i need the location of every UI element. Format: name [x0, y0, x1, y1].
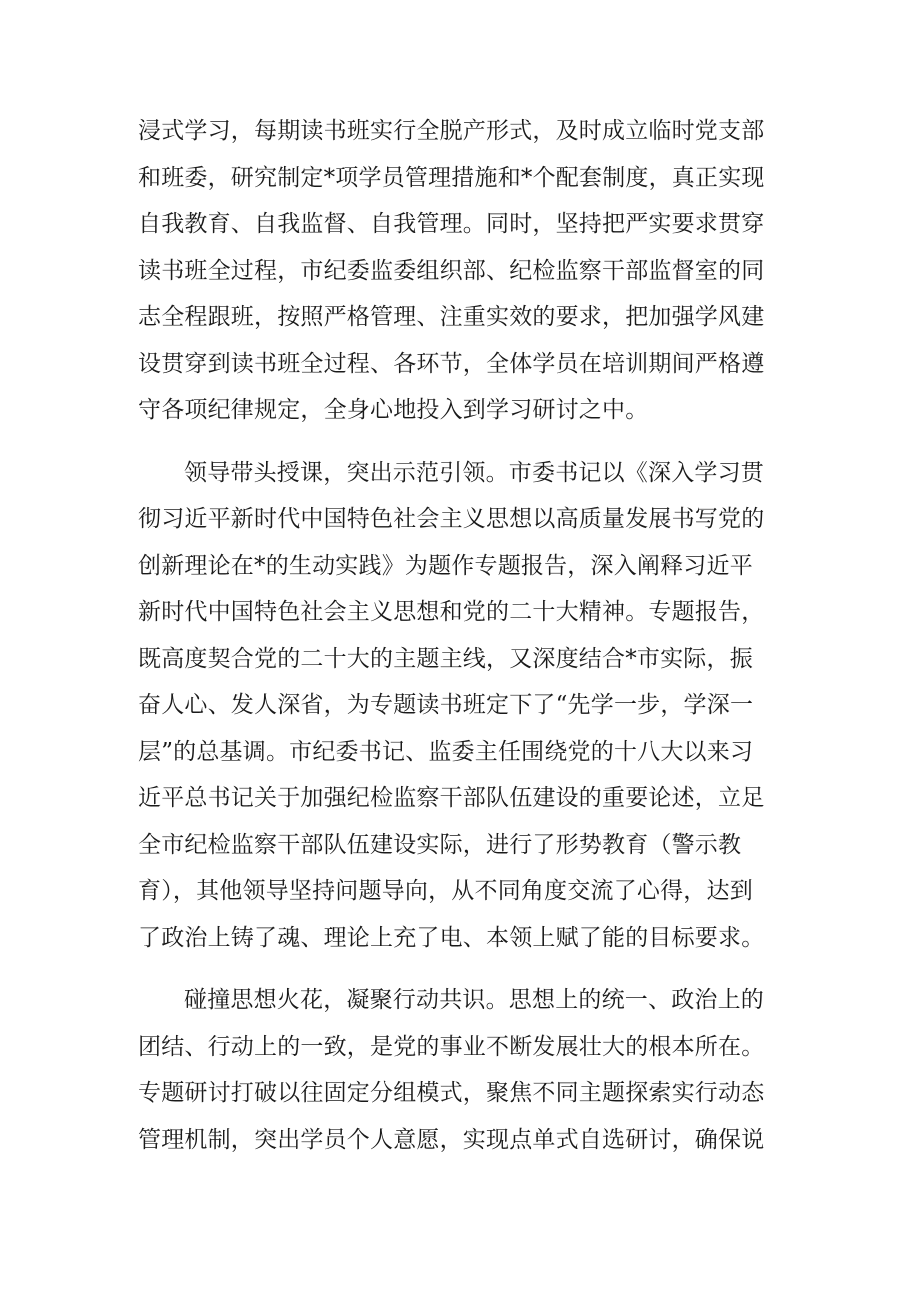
text-line: 彻习近平新时代中国特色社会主义思想以高质量发展书写党的 — [138, 506, 765, 532]
text-line: 新时代中国特色社会主义思想和党的二十大精神。专题报告， — [138, 599, 765, 625]
text-line: 领导带头授课，突出示范引领。市委书记以《深入学习贯 — [184, 459, 764, 486]
text-line: 碰撞思想火花，凝聚行动共识。思想上的统一、政治上的 — [184, 987, 764, 1013]
text-line: 层”的总基调。市纪委书记、监委主任围绕党的十八大以来习 — [138, 738, 754, 765]
document-body — [138, 108, 768, 1163]
text-line: 志全程跟班，按照严格管理、注重实效的要求，把加强学风建 — [138, 304, 765, 330]
text-line: 管理机制，突出学员个人意愿，实现点单式自选研讨，确保说 — [138, 1126, 765, 1153]
text-line: 和班委，研究制定*项学员管理措施和*个配套制度，真正实现 — [138, 164, 765, 191]
text-line: 近平总书记关于加强纪检监察干部队伍建设的重要论述，立足 — [138, 785, 765, 811]
paragraph-continued — [138, 108, 768, 434]
text-line: 全市纪检监察干部队伍建设实际，进行了形势教育（警示教 — [138, 831, 742, 858]
text-line: 专题研讨打破以往固定分组模式，聚焦不同主题探索实行动态 — [138, 1080, 765, 1106]
text-line: 自我教育、自我监督、自我管理。同时，坚持把严实要求贯穿 — [138, 211, 765, 237]
text-line: 育），其他领导坚持问题导向，从不同角度交流了心得，达到 — [138, 878, 753, 904]
text-line: 浸式学习，每期读书班实行全脱产形式，及时成立临时党支部 — [138, 118, 765, 144]
paragraph-consensus — [138, 977, 768, 1163]
text-line: 读书班全过程，市纪委监委组织部、纪检监察干部监督室的同 — [138, 257, 765, 284]
text-line: 守各项纪律规定，全身心地投入到学习研讨之中。 — [138, 397, 649, 423]
text-line: 设贯穿到读书班全过程、各环节，全体学员在培训期间严格遵 — [138, 350, 765, 377]
text-line: 奋人心、发人深省，为专题读书班定下了“先学一步，学深一 — [138, 692, 754, 718]
paragraph-leadership-lectures — [138, 450, 768, 962]
text-line: 了政治上铸了魂、理论上充了电、本领上赋了能的目标要求。 — [138, 924, 765, 951]
text-line: 既高度契合党的二十大的主题主线，又深度结合*市实际，振 — [138, 645, 753, 672]
text-line: 团结、行动上的一致，是党的事业不断发展壮大的根本所在。 — [138, 1033, 765, 1060]
text-line: 创新理论在*的生动实践》为题作专题报告，深入阐释习近平 — [138, 552, 753, 579]
